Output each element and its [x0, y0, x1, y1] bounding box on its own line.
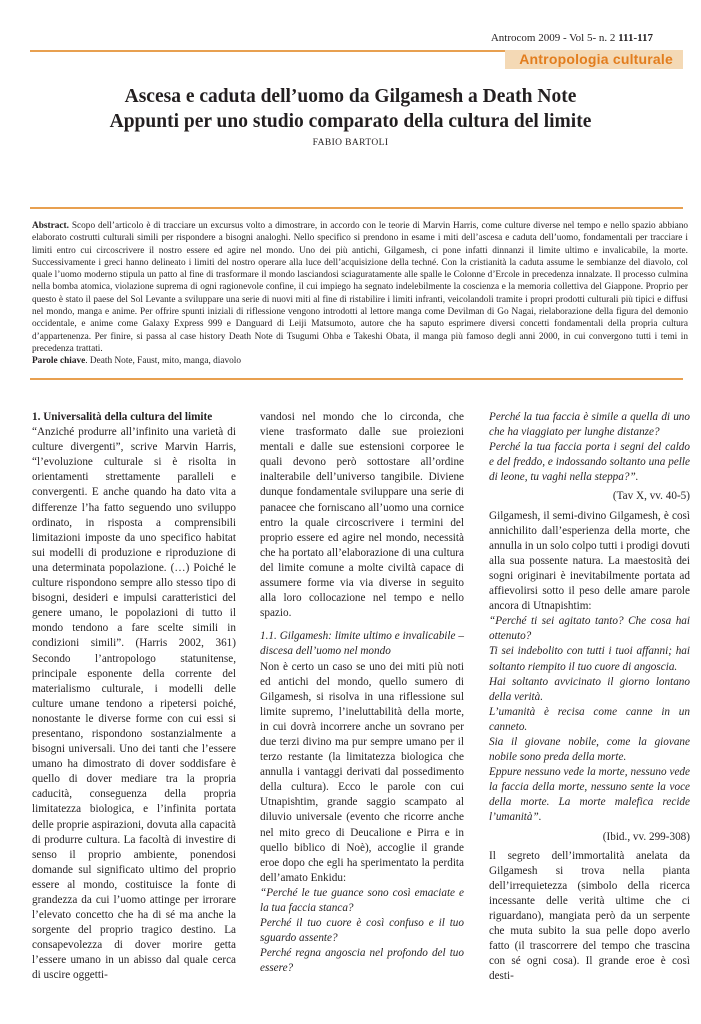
quote-line: Eppure nessuno vede la morte, nessuno vede la faccia della morte, nessuno sente la voce della morte. La morte malefica recide l’umanità”.: [489, 766, 690, 824]
abstract-text: Scopo dell’articolo è di tracciare un excursus volto a dimostrare, in accordo con le teorie di Marvin Harris, come culture diverse nel tempo e nello spazio abbiano elaborato costrutti culturali simili per rispondere a bisogni analoghi. Nello specifico si prendono in esame i miti dell’ascesa e caduta dell’uomo, fondamentali per tracciare i limiti entro cui circoscrivere il nostro essere ed agire nel mondo. Uno dei più antichi, Gilgamesh, ci pone infatti dinnanzi il limite ultimo e invalicabile, la morte. Successivamente i greci hanno delineato i limiti del nostro operare alla luce dell’acquisizione della techné. Con la cristianità la caduta assume le sembianze del diavolo, col quale l’uomo moderno stipula un patto al fine di trasformare il mondo lasciandosi sciaguratamente alle spalle le Colonne d’Ercole in precedenza innalzate. Il processo culmina nella bomba atomica, violazione suprema di ogni ragionevole confine, il cui impiego ha segnato indelebilmente la coscienza e la memoria collettiva del Giappone. Proprio per questo è stato il paese del Sol Levante a sviluppare una serie di nuovi miti al fine di ristabilire i limiti infranti, veicolandoli tramite i propri prodotti culturali più tipici e diffusi nel mondo, manga e anime. Per offrire spunti iniziali di riflessione vengono introdotti al lettore manga come Devilman di Go Nagai, rielaborazione della figura del demonio occidentale, e anime come Galaxy Express 999 e Danguard di Leiji Matsumoto, autore che ha saputo esprimere diversi concetti fondamentali della propria cultura d’appartenenza. Per finire, si passa al case history Death Note di Tsugumi Ohba e Takeshi Obata, il manga più famoso degli anni 2000, in cui convergono tutti i temi in precedenza trattati.: [32, 221, 689, 354]
paragraph: “Anziché produrre all’infinito una varietà di culture divergenti”, scrive Marvin Harris, “l’evoluzione culturale si è risolta in orientamenti strettamente paralleli e convergenti. E anche quando ha dato vita a differenze l’ha fatto seguendo uno sviluppo ordinato, in risposta a comprensibili limitazioni imposte da uno specifico habitat sui modelli di produzione e riproduzione di una determinata popolazione. (…) Poiché le culture rispondono sempre allo stesso tipo di bisogni, desideri e impulsi caratteristici del genere umano, le popolazioni di tutto il mondo tendono a fare scelte simili in condizioni simili”. (Harris 2002, 361) Secondo l’antropologo statunitense, principale esponente della corrente del materialismo culturale, i modelli delle culture umane tendono a ripetersi poiché, nonostante le diverse forme con cui essi si presentano, rispondono sostanzialmente a bisogni universali. Uno dei tanti che l’essere umano ha dimostrato di dover soddisfare è quello di dover mediare tra la propria caducità, conseguenza della propria limitatezza biologica, e l’infinita portata delle proprie aspirazioni, dovuta alla capacità di produrre cultura. La facoltà di investire di senso il proprio ambiente, ponendosi domande sul significato ultimo del proprio essere al mondo, costituisce la fonte di grandezza da cui l’uomo attinge per irrorare l’elevato concetto che ha di sé ma anche la sorgente del proprio tragico destino. La consapevolezza di dover morire getta l’essere umano in un abisso dal quale cerca di uscire oggetti-: [32, 426, 236, 982]
section-label: Antropologia culturale: [505, 50, 683, 69]
keywords: . Death Note, Faust, mito, manga, diavolo: [85, 356, 241, 367]
paper-title: [30, 84, 671, 134]
abstract-top-rule: [30, 207, 683, 209]
journal-header: [491, 32, 653, 44]
paragraph: Gilgamesh, il semi-divino Gilgamesh, è così annichilito dall’esperienza della morte, che annulla in un solo colpo tutti i prodigi dovuti alla sua possente natura. La maestosità dei sogni originari è inevitabilmente portata ad affievolirsi sotto il peso delle amare parole ancora di Utnapishtim:: [489, 509, 690, 613]
column-2: [260, 410, 464, 976]
citation: (Tav X, vv. 40-5): [612, 490, 690, 503]
paragraph: vandosi nel mondo che lo circonda, che viene trasformato dalle sue proiezioni mentali e dalle sue estensioni corporee le quali devono però sottostare all’ordine inalterabile dell’universo tangibile. Diviene dunque fondamentale sviluppare una serie di panacee che forniscano all’uomo una cornice entro la quale circoscrivere i termini del proprio essere ed agire nel mondo, necessità che ha portato all’elaborazione di una cultura del limite comune a molte civiltà capace di assumere forme via via diverse in seguito alla loro collocazione nel tempo e nello spazio.: [260, 411, 464, 620]
section-heading: 1. Universalità della cultura del limite: [32, 411, 213, 423]
title-line-2: Appunti per uno studio comparato della cultura del limite: [109, 111, 592, 132]
citation: (Ibid., vv. 299-308): [602, 830, 690, 843]
abstract-bottom-rule: [30, 378, 683, 380]
quote-line: Perché la tua faccia porta i segni del caldo e del freddo, e indossando soltanto una pelle di leone, tu vaghi nella steppa?”.: [489, 441, 690, 484]
quote-line: Ti sei indebolito con tutti i tuoi affanni; hai soltanto riempito il tuo cuore di angoscia.: [489, 645, 690, 673]
page-range: 111-117: [618, 32, 653, 44]
quote-line: Perché il tuo cuore è così confuso e il tuo sguardo assente?: [260, 917, 464, 945]
quote-line: “Perché ti sei agitato tanto? Che cosa hai ottenuto?: [489, 615, 690, 643]
author: FABIO BARTOLI: [312, 138, 389, 148]
paragraph: Il segreto dell’immortalità anelata da Gilgamesh si trova nella pianta dell’irrequietezza (simbolo della ricerca incessante delle verità ultime che ci riguardano), mangiata però da un serpente che muta subito la sua pelle dopo averlo fatto (il trascorrere del tempo che trascina con sé ogni cosa). Il grande eroe è così desti-: [489, 849, 690, 983]
title-line-1: Ascesa e caduta dell’uomo da Gilgamesh a Death Note: [124, 86, 577, 107]
quote-line: Perché regna angoscia nel profondo del tuo essere?: [260, 947, 464, 975]
subsection-heading: 1.1. Gilgamesh: limite ultimo e invalicabile – discesa dell’uomo nel mondo: [260, 630, 464, 658]
paragraph: Non è certo un caso se uno dei miti più noti ed antichi del mondo, quello sumero di Gilgamesh, si risolva in una riflessione sul limite supremo, l’ineluttabilità della morte, in cui dovrà incorrere anche un sovrano per due terzi divino ma pur sempre umano per il terzo restante (la limitatezza biologica che annulla i vantaggi derivati dal possedimento della cultura). Ecco le parole con cui Utnapishtim, grande saggio scampato al diluvio universale (evento che ricorre anche nel mito greco di Deucalione e Pirra e in quello biblico di Noè), accoglie il grande eroe dopo che egli ha sperimentato la perdita dell’amato Enkidu:: [260, 660, 464, 884]
abstract: [32, 220, 688, 368]
quote-line: L’umanità è recisa come canne in un canneto.: [489, 705, 690, 733]
column-3: [489, 410, 690, 984]
quote-line: “Perché le tue guance sono così emaciate e la tua faccia stanca?: [260, 886, 464, 914]
quote-line: Sia il giovane nobile, come la giovane nobile sono preda della morte.: [489, 735, 690, 764]
keywords-label: Parole chiave: [32, 356, 86, 367]
abstract-label: Abstract.: [32, 221, 69, 231]
column-1: [32, 410, 236, 984]
quote-line: Perché la tua faccia è simile a quella di uno che ha viaggiato per lunghe distanze?: [489, 411, 690, 439]
quote-line: Hai soltanto avvicinato il giorno lontano della verità.: [489, 675, 690, 703]
journal-citation: Antrocom 2009 - Vol 5- n. 2: [490, 32, 619, 44]
